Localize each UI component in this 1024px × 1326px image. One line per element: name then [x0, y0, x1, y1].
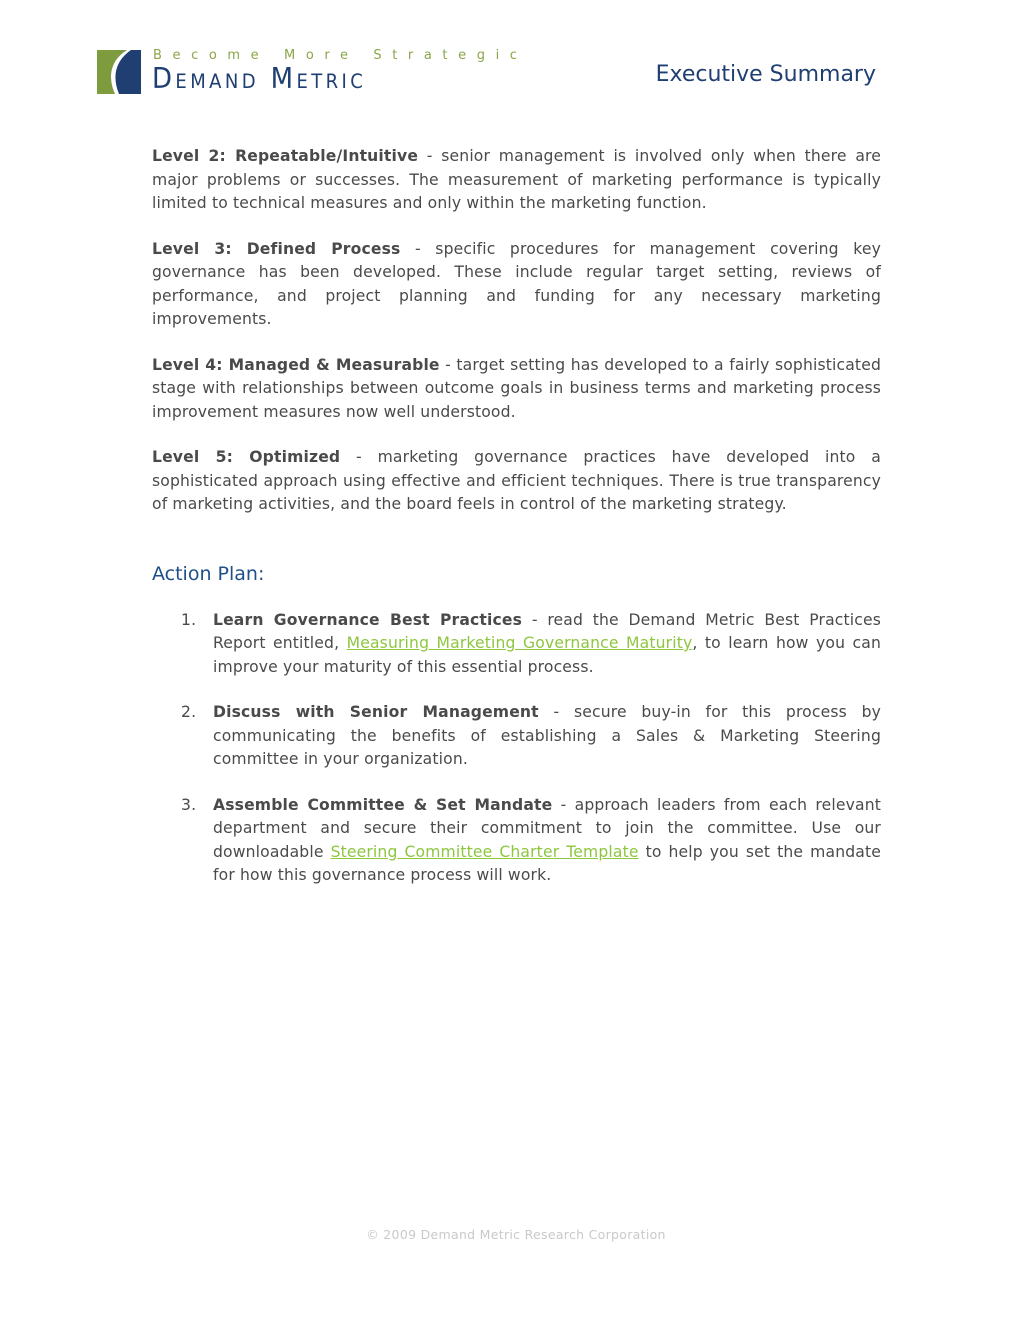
list-item [152, 701, 881, 772]
step-text: - read the Demand Metric Best Practices Report entitled, [213, 610, 881, 652]
step-number: 3. [181, 795, 197, 814]
step-text: - approach leaders from each relevant department and secure their commitment to join the committee. Use our downloadable [213, 795, 881, 861]
action-plan-heading: Action Plan: [152, 562, 265, 585]
document-title: Executive Summary [655, 62, 876, 87]
brand-tagline: Become More Strategic [153, 48, 528, 63]
level-description: - senior management is involved only when there are major problems or successes. The measurement of marketing performance is typically limited to technical measures and only within the marketing function. [152, 147, 881, 212]
main-content [152, 145, 881, 910]
copyright-footer: © 2009 Demand Metric Research Corporation [366, 1227, 666, 1242]
step-number: 1. [181, 610, 197, 629]
level-label: Level 5: Optimized [152, 448, 341, 466]
step-text: to help you set the mandate for how this governance process will work. [213, 842, 881, 884]
level-label: Level 2: Repeatable/Intuitive [152, 147, 419, 165]
list-item [152, 794, 881, 888]
brand-logo [97, 48, 528, 96]
steering-committee-template-link[interactable]: Steering Committee Charter Template [330, 842, 639, 861]
brand-name: Demand Metric [152, 63, 367, 96]
step-title: Assemble Committee & Set Mandate [213, 795, 553, 814]
level-paragraph [152, 238, 881, 332]
level-label: Level 3: Defined Process [152, 239, 401, 258]
list-item [152, 609, 881, 680]
level-description: - marketing governance practices have developed into a sophisticated approach using effective and efficient techniques. There is true transparency of marketing activities, and the board feels in control of the marketing strategy. [152, 448, 881, 513]
step-number: 2. [181, 703, 197, 721]
step-text: , to learn how you can improve your maturity of this essential process. [213, 634, 881, 676]
step-text: - secure buy-in for this process by communicating the benefits of establishing a Sales & Marketing Steering committee in your organization. [213, 703, 881, 768]
step-title: Learn Governance Best Practices [213, 610, 523, 629]
level-description: - specific procedures for management covering key governance has been developed. These include regular target setting, reviews of performance, and project planning and funding for any necessary marketing improvements. [152, 239, 881, 328]
level-paragraph [152, 354, 881, 425]
step-title: Discuss with Senior Management [213, 703, 539, 721]
level-description: - target setting has developed to a fairly sophisticated stage with relationships between outcome goals in business terms and marketing process improvement measures now well understood. [152, 355, 881, 421]
action-plan-list [152, 609, 881, 888]
demand-metric-logo-icon [97, 50, 141, 94]
level-label: Level 4: Managed & Measurable [152, 355, 440, 374]
governance-maturity-report-link[interactable]: Measuring Marketing Governance Maturity [346, 634, 693, 652]
level-paragraph [152, 446, 881, 517]
level-paragraph [152, 145, 881, 216]
